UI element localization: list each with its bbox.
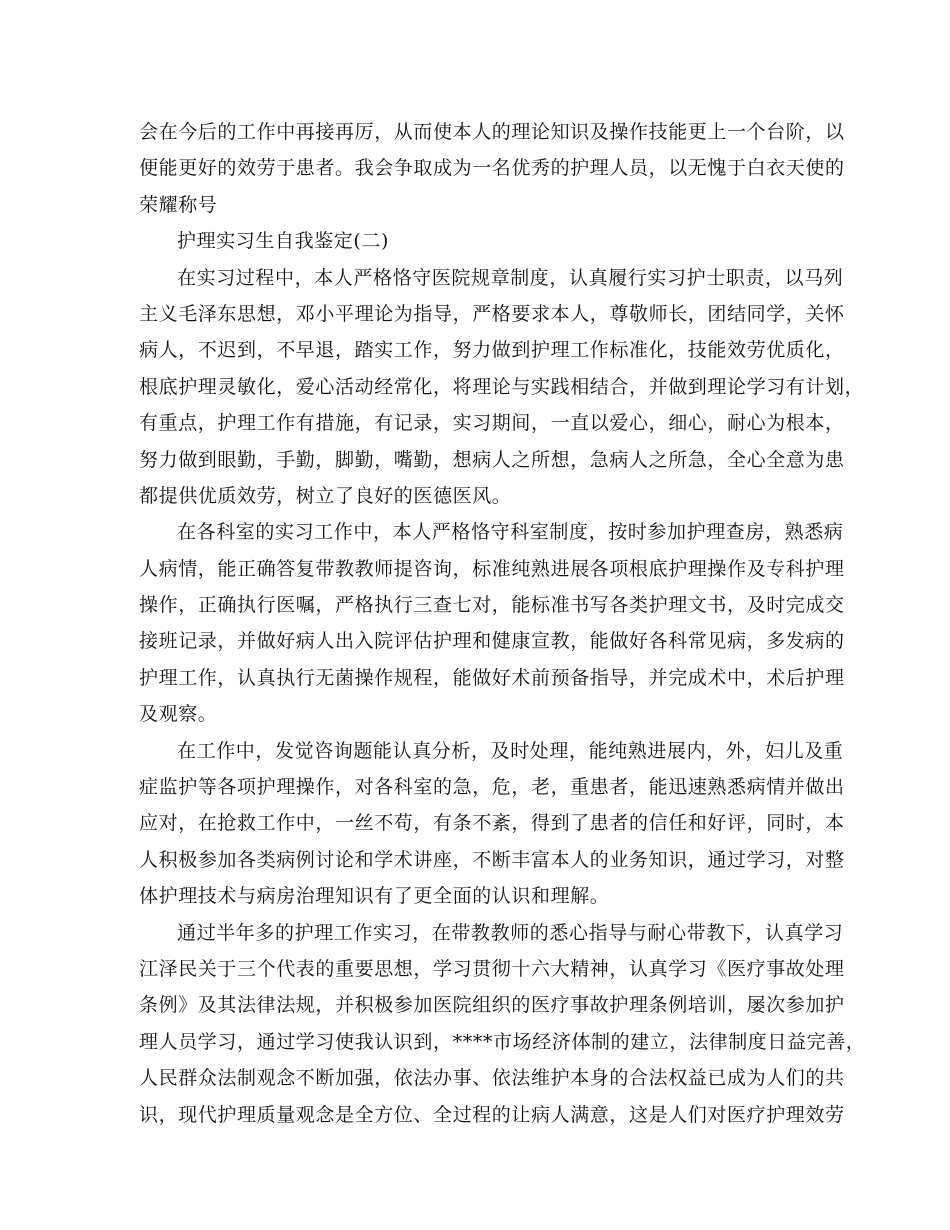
text-line: 荣耀称号 [139, 193, 218, 216]
paragraph-first-line: 在工作中，发觉咨询题能认真分析，及时处理，能纯熟进展内，外，妇儿及重 [177, 739, 844, 762]
text-line: 病人，不迟到，不早退，踏实工作，努力做到护理工作标准化，技能效劳优质化， [139, 339, 845, 362]
text-line: 江泽民关于三个代表的重要思想，学习贯彻十六大精神，认真学习《医疗事故处理 [139, 957, 845, 980]
text-line: 护理工作，认真执行无菌操作规程，能做好术前预备指导，并完成术中，术后护理 [139, 666, 845, 689]
text-line: 主义毛泽东思想，邓小平理论为指导，严格要求本人，尊敬师长，团结同学，关怀 [139, 302, 845, 325]
text-line: 人病情，能正确答复带教教师提咨询，标准纯熟进展各项根底护理操作及专科护理 [139, 557, 845, 580]
text-line: 会在今后的工作中再接再厉，从而使本人的理论知识及操作技能更上一个台阶，以 [139, 121, 845, 143]
paragraph-first-line: 护理实习生自我鉴定(二) [177, 230, 390, 253]
text-line: 条例》及其法律法规，并积极参加医院组织的医疗事故护理条例培训，屡次参加护 [139, 994, 845, 1017]
text-line: 理人员学习，通过学习使我认识到，****市场经济体制的建立，法律制度日益完善， [139, 1030, 866, 1053]
document-body [139, 114, 866, 1133]
text-line: 有重点，护理工作有措施，有记录，实习期间，一直以爱心，细心，耐心为根本， [139, 412, 845, 435]
text-line: 症监护等各项护理操作，对各科室的急，危，老，重患者，能迅速熟悉病情并做出 [139, 776, 845, 799]
text-line: 根底护理灵敏化，爱心活动经常化，将理论与实践相结合，并做到理论学习有计划， [139, 375, 865, 398]
text-line: 都提供优质效劳，树立了良好的医德医风。 [139, 484, 512, 507]
text-line: 接班记录，并做好病人出入院评估护理和健康宣教，能做好各科常见病，多发病的 [139, 630, 845, 653]
text-line: 体护理技术与病房治理知识有了更全面的认识和理解。 [139, 885, 610, 908]
text-line: 应对，在抢救工作中，一丝不苟，有条不紊，得到了患者的信任和好评，同时，本 [139, 812, 845, 835]
text-line: 便能更好的效劳于患者。我会争取成为一名优秀的护理人员，以无愧于白衣天使的 [139, 157, 845, 180]
paragraph-first-line: 通过半年多的护理工作实习，在带教教师的悉心指导与耐心带教下，认真学习 [177, 921, 844, 944]
text-line: 人民群众法制观念不断加强，依法办事、依法维护本身的合法权益已成为人们的共 [139, 1067, 845, 1090]
text-line: 人积极参加各类病例讨论和学术讲座，不断丰富本人的业务知识，通过学习，对整 [139, 848, 845, 871]
paragraph-first-line: 在实习过程中，本人严格恪守医院规章制度，认真履行实习护士职责，以马列 [177, 266, 844, 289]
text-line: 努力做到眼勤，手勤，脚勤，嘴勤，想病人之所想，急病人之所急，全心全意为患 [139, 448, 845, 471]
text-line: 操作，正确执行医嘱，严格执行三查七对，能标准书写各类护理文书，及时完成交 [139, 594, 845, 617]
text-line: 识，现代护理质量观念是全方位、全过程的让病人满意，这是人们对医疗护理效劳 [139, 1103, 845, 1126]
text-line: 及观察。 [139, 703, 218, 726]
paragraph-first-line: 在各科室的实习工作中，本人严格恪守科室制度，按时参加护理查房，熟悉病 [177, 521, 844, 544]
